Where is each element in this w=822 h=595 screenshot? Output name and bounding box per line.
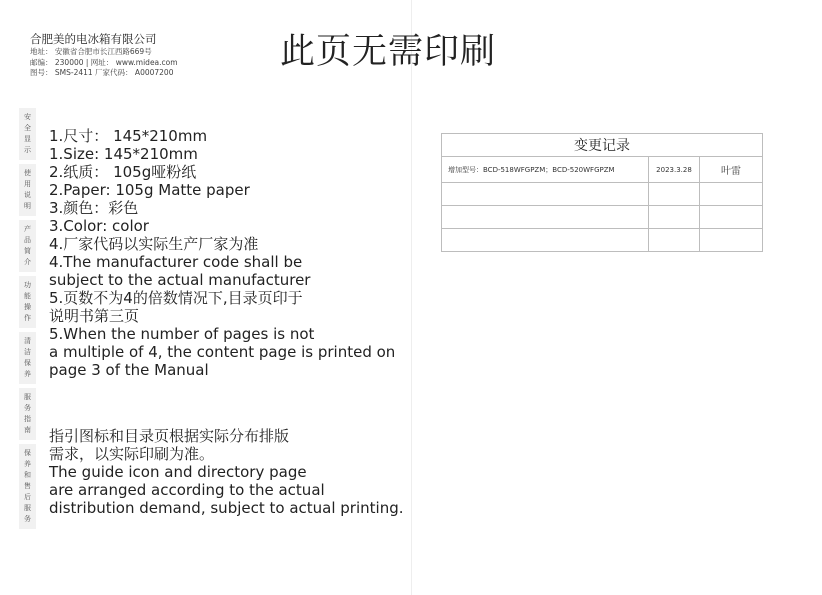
side-tab-char: 介 (24, 258, 31, 266)
spec-line: distribution demand, subject to actual printing. (49, 499, 404, 517)
side-tab-char: 养 (24, 460, 31, 468)
company-drawing-factory: 图号： SMS-2411 厂家代码： A0007200 (30, 68, 174, 77)
change-date-cell (649, 229, 700, 252)
page-divider (411, 0, 412, 595)
side-tab-char: 务 (24, 404, 31, 412)
side-tab (19, 444, 36, 529)
spec-line: 需求，以实际印刷为准。 (49, 445, 215, 463)
print-specs (49, 127, 404, 517)
company-name: 合肥美的电冰箱有限公司 (30, 32, 157, 46)
side-tab-char: 洁 (24, 348, 31, 356)
side-tabs (19, 108, 36, 533)
spec-line: 指引图标和目录页根据实际分布排版 (49, 427, 290, 445)
side-tab-char: 用 (24, 180, 31, 188)
change-record-title: 变更记录 (442, 134, 763, 157)
side-tab (19, 276, 36, 328)
spec-line: 4.The manufacturer code shall be (49, 253, 303, 271)
side-tab-char: 说 (24, 191, 31, 199)
side-tab-char: 服 (24, 393, 31, 401)
side-tab (19, 108, 36, 160)
change-author-cell: 叶雷 (700, 157, 763, 183)
spec-line: 3.Color: color (49, 217, 149, 235)
change-record-row (442, 157, 763, 183)
side-tab-char: 使 (24, 169, 31, 177)
change-record-row (442, 229, 763, 252)
side-tab-char: 明 (24, 202, 31, 210)
side-tab-char: 作 (24, 314, 31, 322)
side-tab-char: 售 (24, 482, 31, 490)
side-tab-char: 清 (24, 337, 31, 345)
side-tab-char: 安 (24, 113, 31, 121)
side-tab-char: 功 (24, 281, 31, 289)
company-postcode-website: 邮编： 230000 | 网址： www.midea.com (30, 57, 178, 67)
change-description-cell (442, 183, 649, 206)
spec-line: 2.Paper: 105g Matte paper (49, 181, 250, 199)
side-tab-char: 服 (24, 504, 31, 512)
side-tab-char: 显 (24, 135, 31, 143)
spec-line: 1.尺寸： 145*210mm (49, 127, 208, 145)
spec-line: 说明书第三页 (49, 307, 140, 325)
spec-line: 4.厂家代码以实际生产厂家为准 (49, 235, 259, 253)
change-author-cell (700, 206, 763, 229)
change-author-cell (700, 183, 763, 206)
side-tab-char: 南 (24, 426, 31, 434)
side-tab-char: 产 (24, 225, 31, 233)
side-tab-char: 保 (24, 449, 31, 457)
change-description-cell: 增加型号：BCD-518WFGPZM；BCD-520WFGPZM (442, 157, 649, 183)
side-tab-char: 示 (24, 146, 31, 154)
change-record-row (442, 183, 763, 206)
side-tab (19, 164, 36, 216)
spec-line: a multiple of 4, the content page is printed on (49, 343, 396, 361)
side-tab-char: 全 (24, 124, 31, 132)
change-date-cell (649, 206, 700, 229)
spec-line: are arranged according to the actual (49, 481, 325, 499)
spec-line: 3.颜色：彩色 (49, 199, 139, 217)
change-description-cell (442, 206, 649, 229)
change-record-row (442, 206, 763, 229)
spec-line: page 3 of the Manual (49, 361, 209, 379)
side-tab-char: 务 (24, 515, 31, 523)
spec-line: subject to the actual manufacturer (49, 271, 311, 289)
company-info (30, 32, 178, 79)
specs-block-2 (49, 427, 404, 517)
company-address: 地址： 安徽省合肥市长江西路669号 (30, 47, 152, 56)
change-date-cell (649, 183, 700, 206)
side-tab-char: 保 (24, 359, 31, 367)
change-author-cell (700, 229, 763, 252)
side-tab (19, 220, 36, 272)
side-tab-char: 和 (24, 471, 31, 479)
side-tab (19, 388, 36, 440)
side-tab-char: 指 (24, 415, 31, 423)
side-tab (19, 332, 36, 384)
spec-line: The guide icon and directory page (49, 463, 307, 481)
side-tab-char: 养 (24, 370, 31, 378)
spec-line: 5.When the number of pages is not (49, 325, 315, 343)
change-description-cell (442, 229, 649, 252)
no-print-banner: 此页无需印刷 (280, 32, 497, 72)
side-tab-char: 后 (24, 493, 31, 501)
side-tab-char: 能 (24, 292, 31, 300)
side-tab-char: 品 (24, 236, 31, 244)
change-record-table (441, 133, 763, 252)
change-date-cell: 2023.3.28 (649, 157, 700, 183)
specs-block-1 (49, 127, 404, 379)
spec-line: 5.页数不为4的倍数情况下,目录页印于 (49, 289, 303, 307)
spec-line: 2.纸质： 105g哑粉纸 (49, 163, 197, 181)
side-tab-char: 操 (24, 303, 31, 311)
side-tab-char: 简 (24, 247, 31, 255)
spec-line: 1.Size: 145*210mm (49, 145, 198, 163)
